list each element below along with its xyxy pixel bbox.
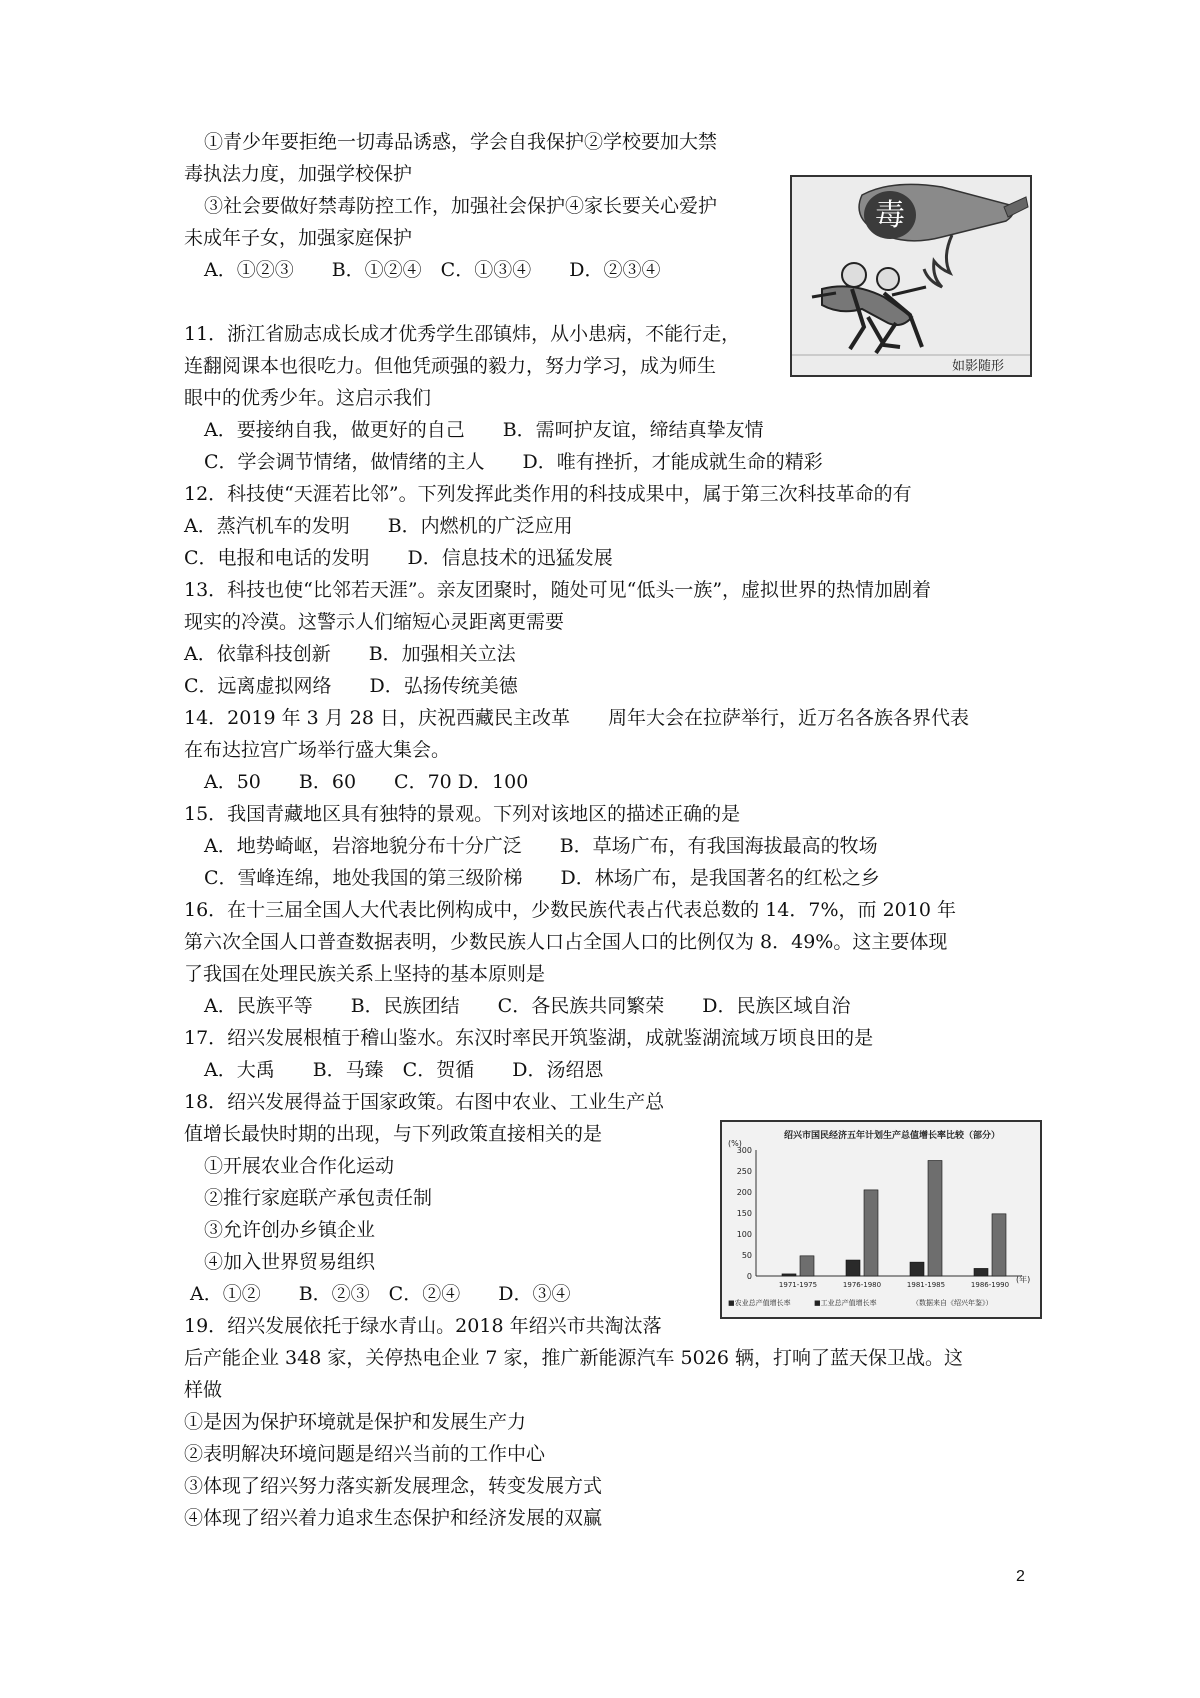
chart-bar <box>910 1262 924 1276</box>
text-line: ③允许创办乡镇企业 <box>204 1219 376 1241</box>
text-line: ①青少年要拒绝一切毒品诱惑，学会自我保护②学校要加大禁 <box>204 131 718 153</box>
text-line: 了我国在处理民族关系上坚持的基本原则是 <box>184 963 546 985</box>
growth-chart-svg <box>722 1122 1040 1317</box>
text-line: 样做 <box>184 1379 223 1401</box>
text-line: ③社会要做好禁毒防控工作，加强社会保护④家长要关心爱护 <box>204 195 718 217</box>
chart-x-unit: (年) <box>1016 1275 1031 1284</box>
chart-y-tick-label: 250 <box>736 1167 752 1176</box>
chart-bar <box>974 1268 988 1276</box>
text-line: 15．我国青藏地区具有独特的景观。下列对该地区的描述正确的是 <box>184 803 741 825</box>
chart-y-tick-label: 150 <box>736 1209 752 1218</box>
text-line: 值增长最快时期的出现，与下列政策直接相关的是 <box>184 1123 603 1145</box>
cartoon-poison-char: 毒 <box>875 198 905 233</box>
text-line: A．①② B．②③ C．②④ D．③④ <box>190 1283 571 1305</box>
text-line: 12．科技使“天涯若比邻”。下列发挥此类作用的科技成果中，属于第三次科技革命的有 <box>184 483 912 505</box>
chart-x-tick-label: 1986-1990 <box>970 1281 1010 1289</box>
text-line: A．①②③ B．①②④ C．①③④ D．②③④ <box>204 259 661 281</box>
page-number: 2 <box>1016 1568 1025 1585</box>
text-line: 16．在十三届全国人大代表比例构成中，少数民族代表占代表总数的 14．7%，而 2010 年 <box>184 899 956 921</box>
text-line: ①是因为保护环境就是保护和发展生产力 <box>184 1411 527 1433</box>
text-line: C．远离虚拟网络 D．弘扬传统美德 <box>184 675 518 697</box>
text-line: ③体现了绍兴努力落实新发展理念，转变发展方式 <box>184 1475 603 1497</box>
chart-bar <box>782 1274 796 1276</box>
chart-y-tick-label: 50 <box>741 1251 752 1260</box>
text-line: 14．2019 年 3 月 28 日，庆祝西藏民主改革 周年大会在拉萨举行，近万名各族各界代表 <box>184 707 969 729</box>
cartoon-drawing <box>792 177 1030 375</box>
chart-y-tick-label: 100 <box>736 1230 752 1239</box>
text-line: C．电报和电话的发明 D．信息技术的迅猛发展 <box>184 547 613 569</box>
text-line: ②表明解决环境问题是绍兴当前的工作中心 <box>184 1443 546 1465</box>
growth-chart <box>720 1120 1042 1319</box>
text-line: 17．绍兴发展根植于稽山鉴水。东汉时率民开筑鉴湖，成就鉴湖流域万顷良田的是 <box>184 1027 874 1049</box>
chart-ylabel: (%) <box>728 1139 742 1148</box>
text-line: 后产能企业 348 家，关停热电企业 7 家，推广新能源汽车 5026 辆，打响了蓝天保卫战。这 <box>184 1347 963 1369</box>
text-line: C．雪峰连绵，地处我国的第三级阶梯 D．林场广布，是我国著名的红松之乡 <box>204 867 880 889</box>
text-line: A．50 B．60 C．70 D．100 <box>204 771 529 793</box>
text-line: A．要接纳自我，做更好的自己 B．需呵护友谊，缔结真挚友情 <box>204 419 764 441</box>
text-line: A．地势崎岖，岩溶地貌分布十分广泛 B．草场广布，有我国海拔最高的牧场 <box>204 835 878 857</box>
chart-bar <box>846 1260 860 1276</box>
text-line: 未成年子女，加强家庭保护 <box>184 227 413 249</box>
cartoon-caption: 如影随形 <box>951 359 1005 374</box>
chart-bar <box>864 1190 878 1276</box>
text-line: C．学会调节情绪，做情绪的主人 D．唯有挫折，才能成就生命的精彩 <box>204 451 823 473</box>
chart-legend-agri: ■农业总产值增长率 <box>728 1299 791 1307</box>
text-line: 在布达拉宫广场举行盛大集会。 <box>184 739 451 761</box>
chart-bar <box>928 1161 942 1277</box>
text-line: 19．绍兴发展依托于绿水青山。2018 年绍兴市共淘汰落 <box>184 1315 662 1337</box>
cartoon-image <box>790 175 1032 377</box>
text-line: A．蒸汽机车的发明 B．内燃机的广泛应用 <box>184 515 573 537</box>
chart-y-tick-label: 300 <box>736 1146 752 1155</box>
text-line: A．民族平等 B．民族团结 C．各民族共同繁荣 D．民族区域自治 <box>204 995 851 1017</box>
text-line: 现实的冷漠。这警示人们缩短心灵距离更需要 <box>184 611 565 633</box>
chart-bar <box>992 1214 1006 1276</box>
text-line: 18．绍兴发展得益于国家政策。右图中农业、工业生产总 <box>184 1091 665 1113</box>
text-line: ①开展农业合作化运动 <box>204 1155 395 1177</box>
chart-y-tick-label: 200 <box>736 1188 752 1197</box>
text-line: 第六次全国人口普查数据表明，少数民族人口占全国人口的比例仅为 8．49%。这主要体现 <box>184 931 948 953</box>
text-line: 毒执法力度，加强学校保护 <box>184 163 413 185</box>
chart-title: 绍兴市国民经济五年计划生产总值增长率比较（部分） <box>783 1131 1001 1141</box>
chart-x-tick-label: 1976-1980 <box>842 1281 882 1289</box>
chart-bar <box>800 1256 814 1276</box>
text-line: 13．科技也使“比邻若天涯”。亲友团聚时，随处可见“低头一族”，虚拟世界的热情加剧着 <box>184 579 932 601</box>
text-line: 连翻阅课本也很吃力。但他凭顽强的毅力，努力学习，成为师生 <box>184 355 717 377</box>
chart-x-tick-label: 1981-1985 <box>906 1281 946 1289</box>
text-line: 眼中的优秀少年。这启示我们 <box>184 387 432 409</box>
chart-source: （数据来自《绍兴年鉴》） <box>912 1299 993 1307</box>
chart-x-tick-label: 1971-1975 <box>778 1281 818 1289</box>
chart-legend-ind: ■工业总产值增长率 <box>814 1299 877 1307</box>
text-line: ④加入世界贸易组织 <box>204 1251 376 1273</box>
text-line: ②推行家庭联产承包责任制 <box>204 1187 433 1209</box>
text-line: ④体现了绍兴着力追求生态保护和经济发展的双赢 <box>184 1507 603 1529</box>
text-line: A．大禹 B．马臻 C．贺循 D．汤绍恩 <box>204 1059 604 1081</box>
chart-y-tick-label: 0 <box>746 1272 752 1281</box>
text-line: A．依靠科技创新 B．加强相关立法 <box>184 643 516 665</box>
text-line: 11．浙江省励志成长成才优秀学生邵镇炜，从小患病，不能行走， <box>184 323 741 345</box>
